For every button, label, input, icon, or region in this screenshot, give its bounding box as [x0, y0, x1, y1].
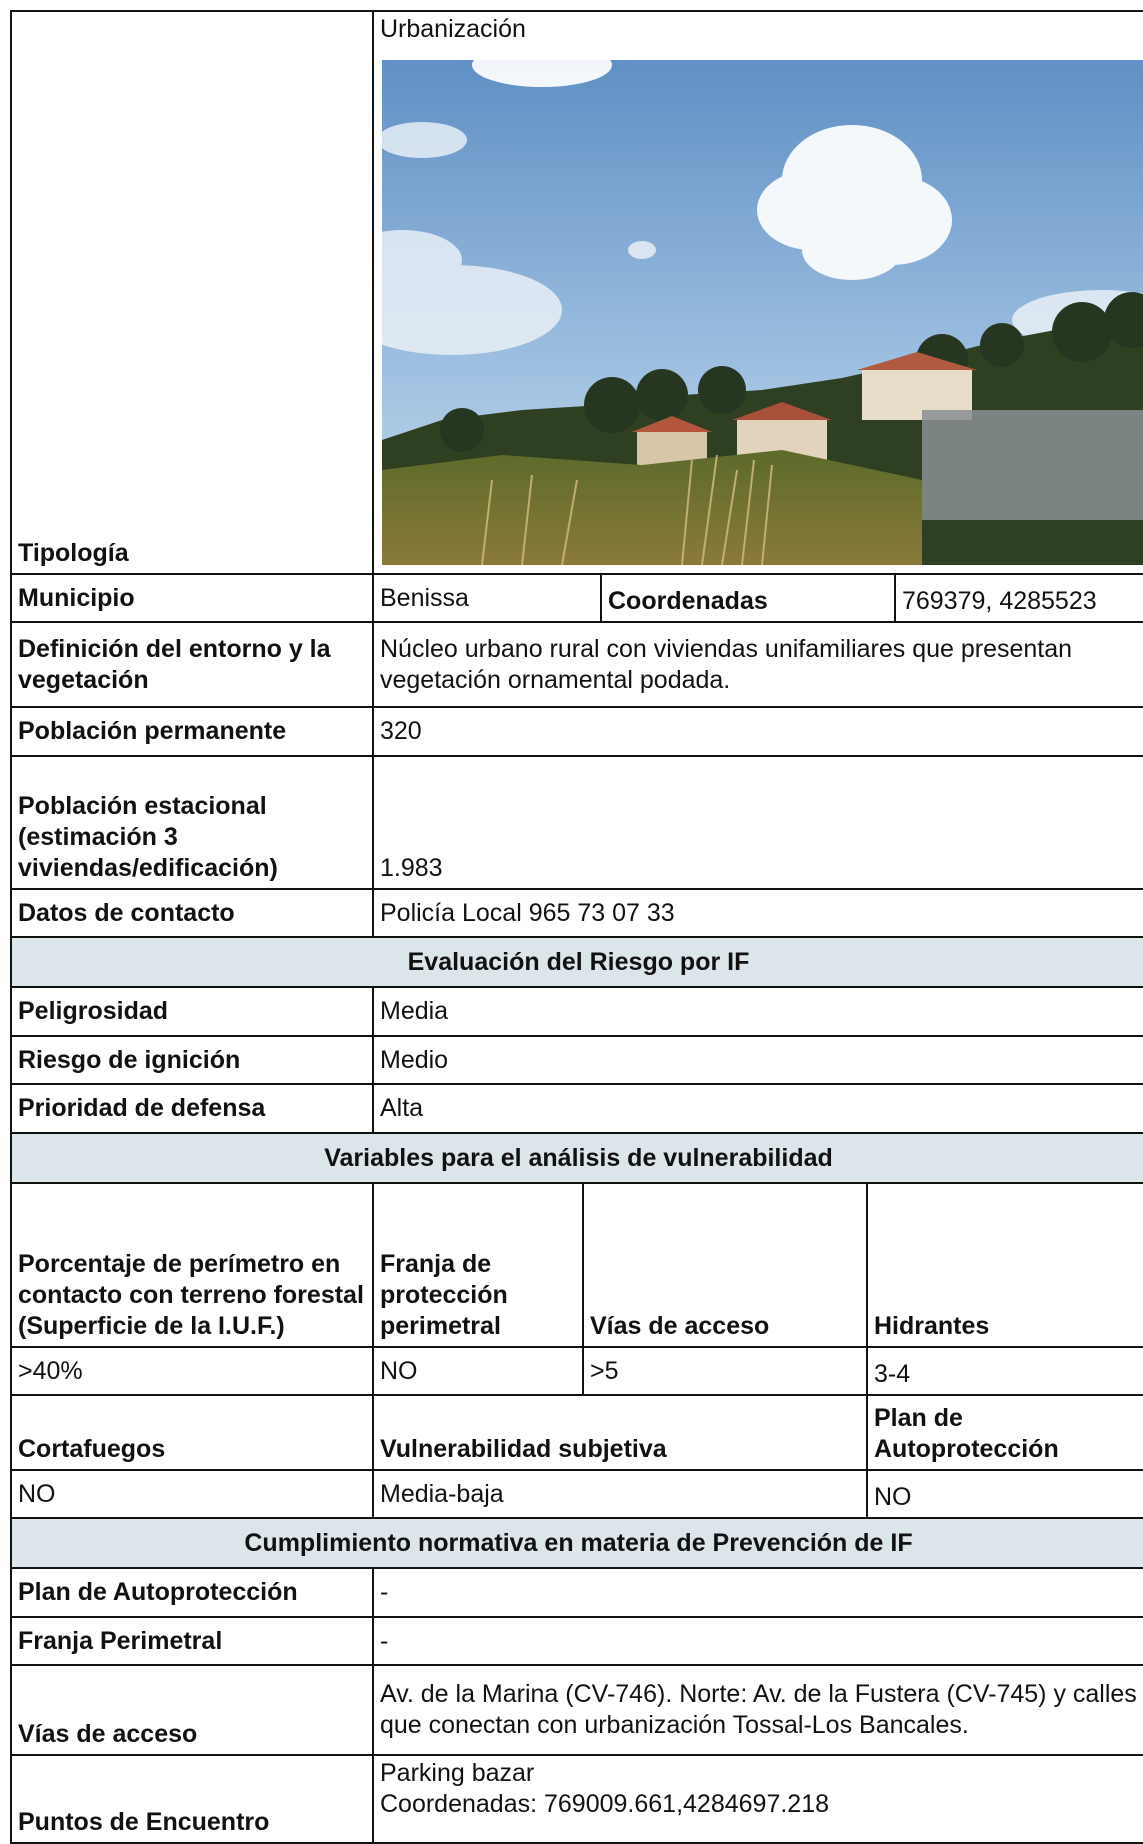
municipio-value: Benissa	[372, 573, 602, 623]
normativa-vias-label: Vías de acceso	[10, 1664, 374, 1756]
peligrosidad-label: Peligrosidad	[10, 986, 374, 1037]
prioridad-label: Prioridad de defensa	[10, 1083, 374, 1134]
poblacion-estacional-value: 1.983	[372, 755, 1143, 890]
ignicion-label: Riesgo de ignición	[10, 1035, 374, 1085]
riesgo-header: Evaluación del Riesgo por IF	[10, 936, 1143, 988]
puntos-encuentro-value	[372, 1754, 1143, 1844]
franja-header: Franja de protección perimetral	[372, 1182, 584, 1348]
poblacion-estacional-label: Población estacional (estimación 3 viviendas/edificación)	[10, 755, 374, 890]
vulnerabilidad-header: Variables para el análisis de vulnerabilidad	[10, 1132, 1143, 1184]
tipologia-label	[10, 10, 374, 575]
puntos-encuentro-line1: Parking bazar	[380, 1759, 535, 1787]
definicion-value: Núcleo urbano rural con viviendas unifamiliares que presentan vegetación ornamental podada.	[372, 621, 1143, 708]
poblacion-permanente-value: 320	[372, 706, 1143, 757]
franja-value: NO	[372, 1346, 584, 1396]
cortafuegos-value: NO	[10, 1469, 374, 1519]
coordenadas-label: Coordenadas	[600, 573, 896, 623]
normativa-plan-value: -	[372, 1567, 1143, 1618]
poblacion-permanente-label: Población permanente	[10, 706, 374, 757]
urbanizacion-photo	[382, 60, 1143, 565]
ficha-table	[10, 10, 1143, 1836]
vias-header: Vías de acceso	[582, 1182, 868, 1348]
ignicion-value: Medio	[372, 1035, 1143, 1085]
hidrantes-value: 3-4	[866, 1346, 1143, 1396]
puntos-encuentro-line2: Coordenadas: 769009.661,4284697.218	[380, 1790, 830, 1818]
tipologia-value: Urbanización	[380, 15, 526, 43]
puntos-encuentro-label: Puntos de Encuentro	[10, 1754, 374, 1844]
plan-value: NO	[866, 1469, 1143, 1519]
cortafuegos-header: Cortafuegos	[10, 1394, 374, 1471]
peligrosidad-value: Media	[372, 986, 1143, 1037]
contacto-label: Datos de contacto	[10, 888, 374, 938]
normativa-franja-label: Franja Perimetral	[10, 1616, 374, 1666]
hidrantes-header: Hidrantes	[866, 1182, 1143, 1348]
prioridad-value: Alta	[372, 1083, 1143, 1134]
coordenadas-value: 769379, 4285523	[894, 573, 1143, 623]
vias-value: >5	[582, 1346, 868, 1396]
contacto-value: Policía Local 965 73 07 33	[372, 888, 1143, 938]
tipologia-label-text: Tipología	[18, 539, 129, 567]
normativa-plan-label: Plan de Autoprotección	[10, 1567, 374, 1618]
perimetro-value: >40%	[10, 1346, 374, 1396]
normativa-header: Cumplimiento normativa en materia de Prevención de IF	[10, 1517, 1143, 1569]
normativa-vias-value: Av. de la Marina (CV-746). Norte: Av. de la Fustera (CV-745) y calles que conectan con urbanización Tossal-Los Bancales.	[372, 1664, 1143, 1756]
municipio-label: Municipio	[10, 573, 374, 623]
perimetro-header: Porcentaje de perímetro en contacto con terreno forestal (Superficie de la I.U.F.)	[10, 1182, 374, 1348]
subjetiva-header: Vulnerabilidad subjetiva	[372, 1394, 868, 1471]
normativa-franja-value: -	[372, 1616, 1143, 1666]
plan-header: Plan de Autoprotección	[866, 1394, 1143, 1471]
definicion-label: Definición del entorno y la vegetación	[10, 621, 374, 708]
subjetiva-value: Media-baja	[372, 1469, 868, 1519]
